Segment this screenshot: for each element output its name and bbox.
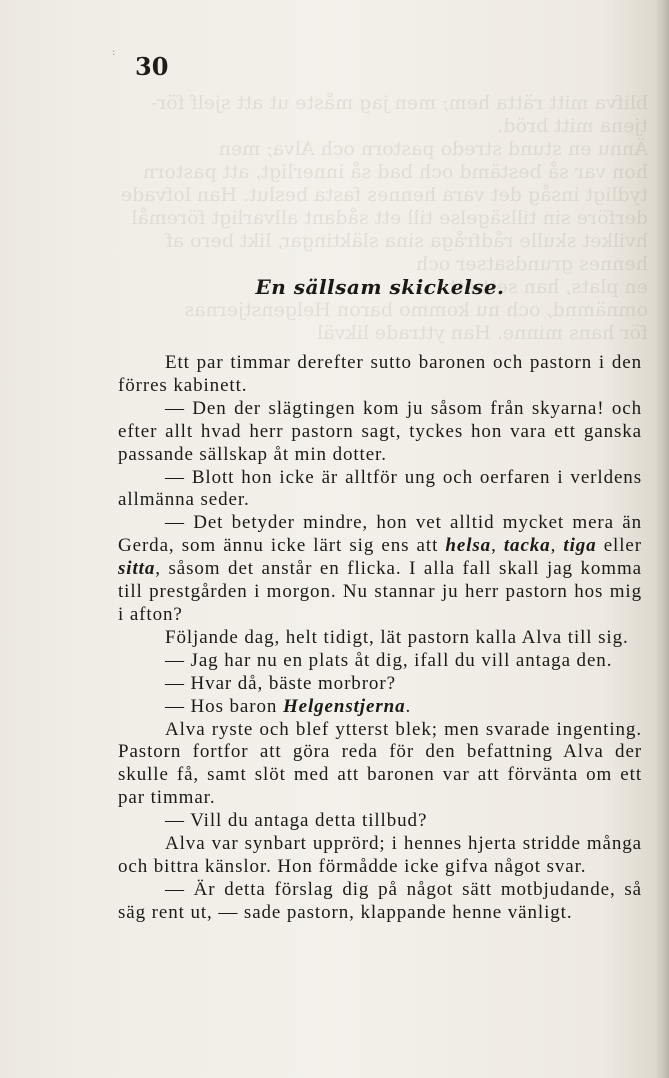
margin-mark: : xyxy=(112,47,116,58)
paragraph: — Hos baron Helgenstjerna. xyxy=(165,695,412,717)
page-edge-shadow xyxy=(655,0,669,1078)
paragraph: Alva ryste och blef ytterst blek; men svarade ingenting. Pastorn fortfor att göra reda för den befattning Alva der skulle få, samt slöt med att baronen var att förvänta om ett par timmar. xyxy=(118,718,642,809)
section-heading: En sällsam skickelse. xyxy=(255,275,505,299)
paragraph: — Är detta förslag dig på något sätt motbjudande, så säg rent ut, — sade pastorn, klappande henne vänligt. xyxy=(118,878,642,923)
bleed-through-text: blifva mitt rätta hem; men jag måste ut att sjelf för- tjena mitt bröd. Ännu en stund stredo pastorn och Alva; men hon var så bestämd och bad så innerligt, att pastorn tydligt insåg det vara hennes fasta beslut. Han lofvade derföre sin tillsägelse till ett sådant allvarligt föremål hvilket skulle rådfråga sina släktingar, likt bero af hennes grundsatser och en plats, han sett ett omnämnd, och nu kommo baron Helgenstjernas för hans minne. Han yttrade likväl xyxy=(120,92,648,344)
paragraph: — Det betyder mindre, hon vet alltid mycket mera än Gerda, som ännu icke lärt sig ens att helsa, tacka, tiga eller sitta, såsom det anstår en flicka. I alla fall skall jag komma till prestgården i morgon. Nu stannar ju herr pastorn hos mig i afton? xyxy=(118,512,642,625)
paragraph: Alva var synbart upprörd; i hennes hjerta stridde många och bittra känslor. Hon förmådde icke gifva något svar. xyxy=(118,833,642,877)
paragraph: — Den der slägtingen kom ju såsom från skyarna! och efter allt hvad herr pastorn sagt, tyckes hon vara ett ganska passande sällskap åt min dotter. xyxy=(118,397,642,465)
paragraph: — Vill du antaga detta tillbud? xyxy=(165,810,428,832)
paragraph: Följande dag, helt tidigt, lät pastorn kalla Alva till sig. xyxy=(165,626,629,648)
paragraph: Ett par timmar derefter sutto baronen och pastorn i den förres kabinett. xyxy=(118,352,642,396)
paragraph: — Jag har nu en plats åt dig, ifall du vill antaga den. xyxy=(165,649,613,671)
page-body xyxy=(118,352,642,925)
paragraph: — Hvar då, bäste morbror? xyxy=(165,672,396,694)
paragraph: — Blott hon icke är alltför ung och oerfaren i verldens allmänna seder. xyxy=(118,466,642,511)
page-number: 30 xyxy=(135,52,169,81)
